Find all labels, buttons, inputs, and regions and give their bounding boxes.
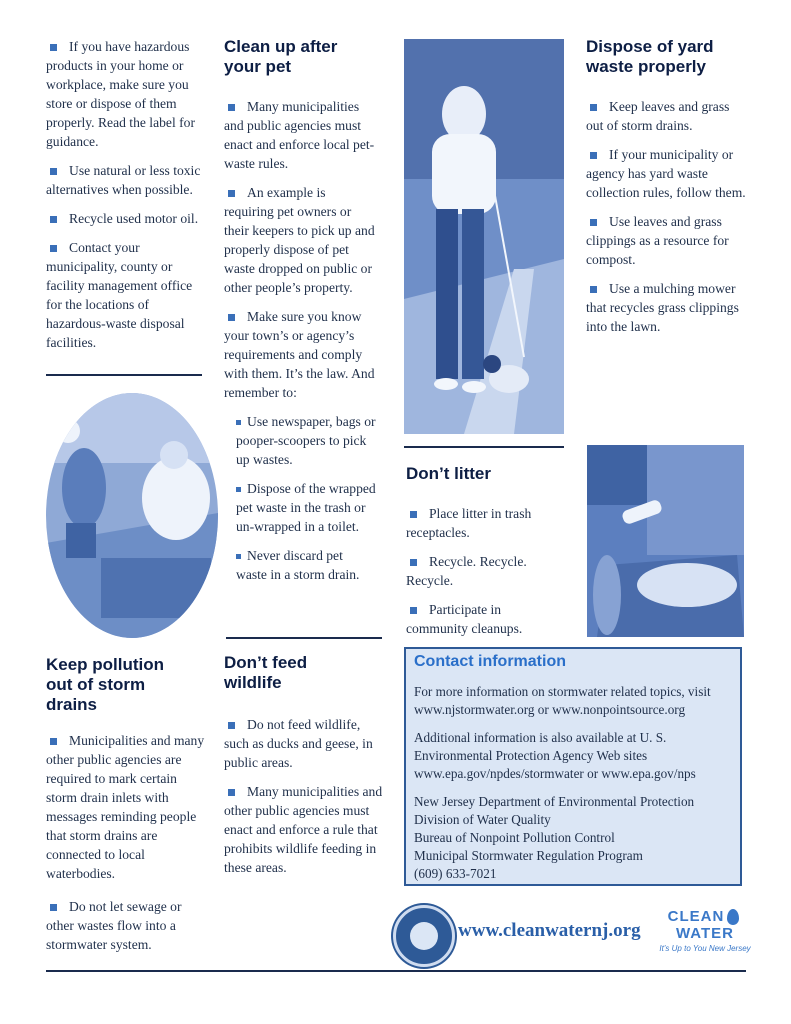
bullet-item: Participate in community cleanups.: [406, 600, 566, 638]
bullet-item: Keep leaves and grass out of storm drains.: [586, 97, 746, 135]
section-title: Don’t litter: [406, 464, 491, 483]
divider: [404, 446, 564, 448]
sub-item: Use newspaper, bags or pooper-scoopers to pick up wastes.: [236, 414, 376, 467]
bullet-item: Municipalities and many other public agencies are required to mark certain storm drain inlets with messages reminding people that storm drains are connected to local waterbodies.: [46, 733, 205, 881]
bullet-item: Place litter in trash receptacles.: [406, 504, 566, 542]
contact-address: New Jersey Department of Environmental Protection Division of Water Quality Bureau of Nonpoint Pollution Control Municipal Stormwater Regulation Program (609) 633-7021: [414, 794, 695, 881]
contact-box: [404, 647, 742, 886]
bullet-item: Recycle. Recycle. Recycle.: [406, 552, 566, 590]
contact-info-epa: Additional information is also available at U. S. Environmental Protection Agency Web sites www.epa.gov/npdes/stormwater or www.epa.gov/nps: [414, 730, 696, 781]
wildlife-section: [224, 653, 386, 887]
bullet-item: Use a mulching mower that recycles grass clippings into the lawn.: [586, 279, 746, 336]
sub-item: Never discard pet waste in a storm drain.: [236, 546, 376, 584]
bullet-item: Use leaves and grass clippings as a resource for compost.: [586, 212, 746, 269]
bullet-item: Do not let sewage or other wastes flow into a stormwater system.: [46, 897, 206, 954]
contact-info-websites: For more information on stormwater related topics, visit www.njstormwater.org or www.nonpointsource.org: [414, 684, 711, 717]
njdep-seal-icon: [393, 905, 455, 967]
footer-divider: [46, 970, 746, 972]
bullet-item: Make sure you know your town’s or agency’s requirements and comply with them. It’s the law. And remember to:: [224, 309, 375, 400]
divider: [226, 637, 382, 639]
bullet-item: If your municipality or agency has yard waste collection rules, follow them.: [586, 147, 746, 200]
recycling-photo: [587, 445, 744, 637]
bullet-item: An example is requiring pet owners or their keepers to pick up and properly dispose of pet waste dropped on public or other people’s property.: [224, 185, 375, 295]
divider: [46, 374, 202, 376]
section-title: Don’t feed wildlife: [224, 653, 308, 692]
water-drop-icon: [727, 909, 739, 925]
contact-title: Contact information: [414, 653, 566, 670]
website-url[interactable]: www.cleanwaternj.org: [458, 920, 641, 941]
section-title: Keep pollution out of storm drains: [46, 655, 165, 714]
pet-section: [224, 37, 376, 594]
bullet-item: Do not feed wildlife, such as ducks and geese, in public areas.: [224, 715, 386, 772]
hazardous-list: [46, 37, 202, 362]
logo-clean-text: CLEAN: [667, 908, 725, 925]
yard-section: [586, 37, 746, 346]
logo-water-text: WATER: [675, 925, 735, 943]
sub-item: Dispose of the wrapped pet waste in the trash or un-wrapped in a toilet.: [236, 481, 376, 534]
bullet-item: Contact your municipality, county or facility management office for the locations of hazardous-waste disposal facilities.: [46, 238, 202, 352]
bullet-item: Recycle used motor oil.: [46, 209, 202, 228]
section-title: Dispose of yard waste properly: [586, 37, 714, 76]
bullet-item: Many municipalities and other public agencies must enact and enforce a rule that prohibits wildlife feeding in these areas.: [224, 782, 386, 877]
bullet-item: Many municipalities and public agencies must enact and enforce local pet-waste rules.: [224, 99, 375, 171]
sub-list: [224, 412, 376, 584]
logo-tagline: It’s Up to You New Jersey: [659, 944, 751, 954]
bullet-item: Use natural or less toxic alternatives when possible.: [46, 163, 201, 197]
pollution-section: [46, 655, 206, 964]
clean-water-logo: [655, 908, 755, 953]
storm-drain-photo: [46, 393, 218, 638]
section-title: Clean up after your pet: [224, 37, 338, 76]
dog-walking-photo: [404, 39, 564, 434]
litter-section: [406, 464, 566, 648]
bullet-item: If you have hazardous products in your home or workplace, make sure you store or dispose of them properly. Read the label for guidance.: [46, 37, 202, 151]
